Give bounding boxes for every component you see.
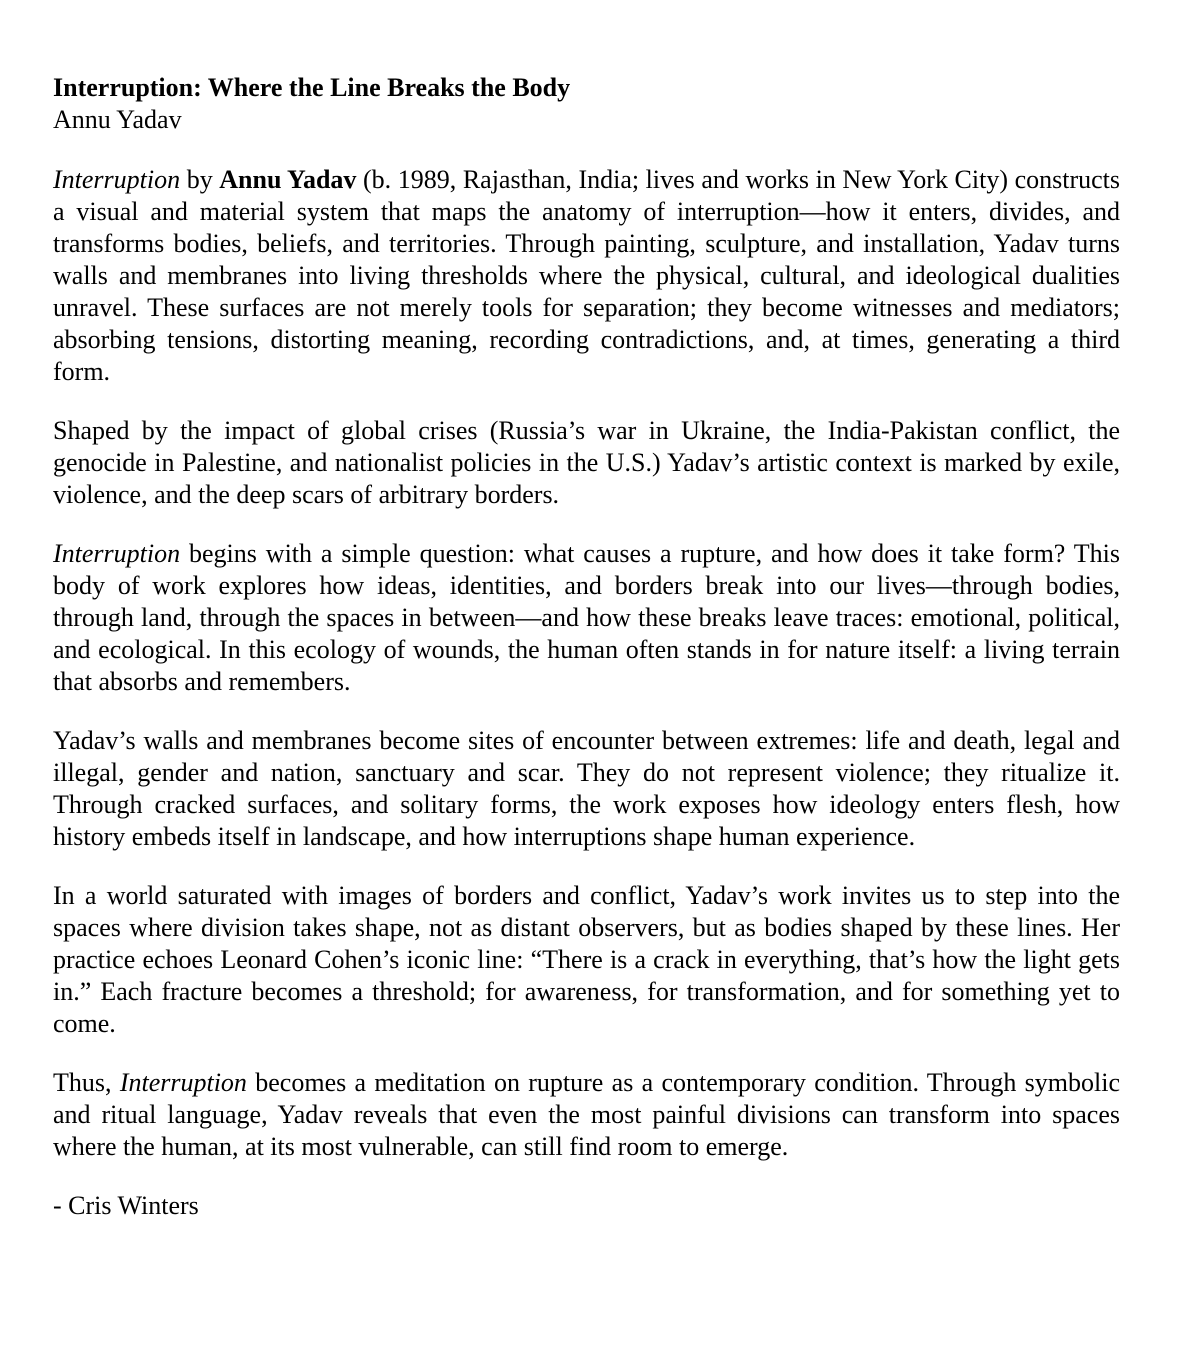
text: by: [180, 165, 220, 194]
text: begins with a simple question: what causes a rupture, and how does it take form? This body of work explores how ideas, identities, and borders break into our lives—through bodies, through land, through the spaces in between—and how these breaks leave traces: emotional, political, and ecological. In this ecology of wounds, the human often stands in for nature itself: a living terrain that absorbs and remembers.: [53, 539, 1120, 696]
work-title: Interruption: [53, 165, 181, 194]
work-title: Interruption: [119, 1068, 247, 1097]
document-title: Interruption: Where the Line Breaks the Body: [53, 73, 571, 102]
text: In a world saturated with images of borders and conflict, Yadav’s work invites us to step into the spaces where division takes shape, not as distant observers, but as bodies shaped by these lines. Her practice echoes Leonard Cohen’s iconic line: “There is a crack in everything, that’s how the light gets in.” Each fracture becomes a threshold; for awareness, for transformation, and for something yet to come.: [53, 881, 1120, 1038]
signature: - Cris Winters: [53, 1191, 199, 1220]
text: becomes a meditation on rupture as a contemporary condition. Through symbolic and ritual language, Yadav reveals that even the most painful divisions can transform into spaces where the human, at its most vulnerable, can still find room to emerge.: [53, 1068, 1120, 1161]
artist-name: Annu Yadav: [219, 165, 357, 194]
paragraph-intro: [53, 164, 1120, 388]
text: Yadav’s walls and membranes become sites of encounter between extremes: life and death, legal and illegal, gender and nation, sanctuary and scar. They do not represent violence; they ritualize it. Through cracked surfaces, and solitary forms, the work exposes how ideology enters flesh, how history embeds itself in landscape, and how interruptions shape human experience.: [53, 726, 1120, 851]
text: (b. 1989, Rajasthan, India; lives and works in New York City) constructs a visual and material system that maps the anatomy of interruption—how it enters, divides, and transforms bodies, beliefs, and territories. Through painting, sculpture, and installation, Yadav turns walls and membranes into living thresholds where the physical, cultural, and ideological dualities unravel. These surfaces are not merely tools for separation; they become witnesses and mediators; absorbing tensions, distorting meaning, recording contradictions, and, at times, generating a third form.: [53, 165, 1121, 386]
text: Thus,: [53, 1068, 120, 1097]
paragraph-conclusion: [53, 1067, 1120, 1163]
paragraph-context: [53, 415, 1120, 511]
paragraph-walls: [53, 725, 1120, 853]
text: Shaped by the impact of global crises (Russia’s war in Ukraine, the India-Pakistan conflict, the genocide in Palestine, and nationalist policies in the U.S.) Yadav’s artistic context is marked by exile, violence, and the deep scars of arbitrary borders.: [53, 416, 1120, 509]
document-author: Annu Yadav: [53, 105, 182, 134]
paragraph-world: [53, 880, 1120, 1040]
paragraph-question: [53, 538, 1120, 698]
work-title: Interruption: [53, 539, 181, 568]
document: [53, 72, 1120, 1249]
